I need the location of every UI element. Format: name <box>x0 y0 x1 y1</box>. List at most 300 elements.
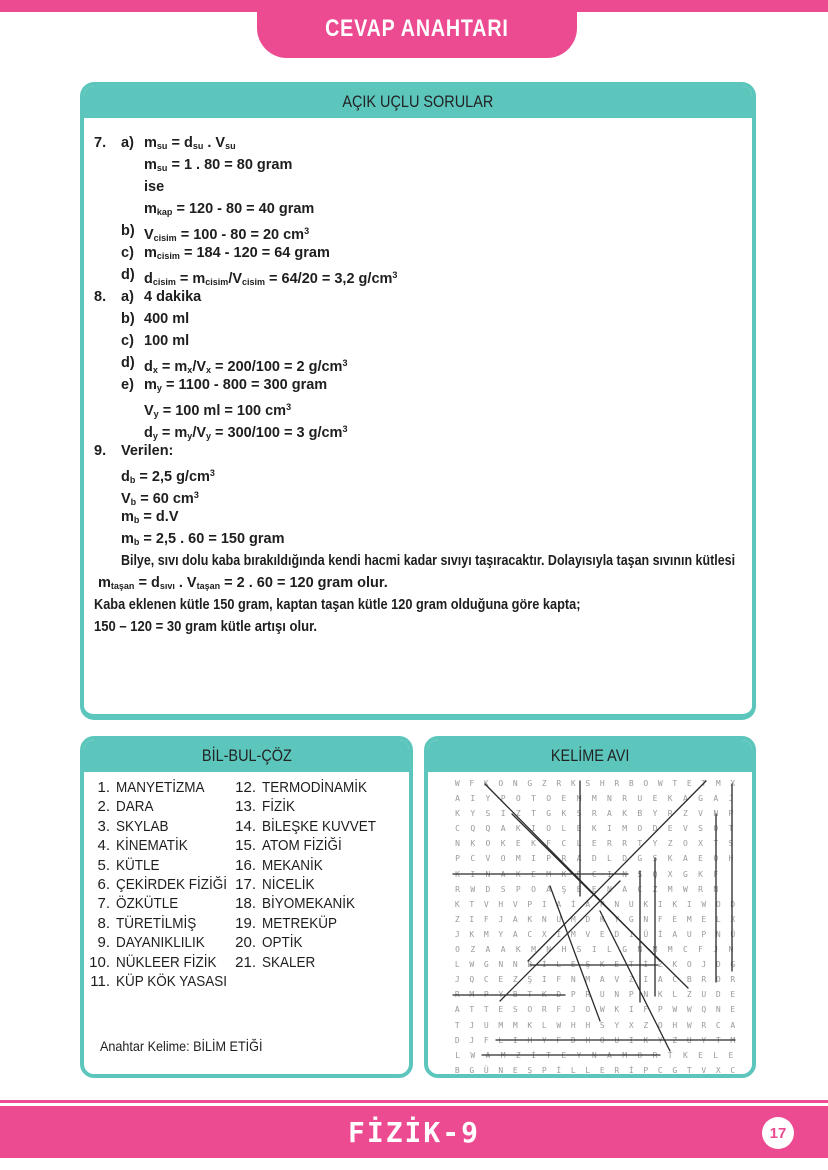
grid-letter: Y <box>498 990 504 1000</box>
grid-letter: Ş <box>527 975 533 985</box>
grid-letter: Y <box>541 1035 547 1045</box>
grid-letter: A <box>455 794 460 804</box>
grid-letter: K <box>469 929 475 939</box>
grid-letter: K <box>698 869 703 879</box>
grid-letter: A <box>607 1050 612 1060</box>
grid-letter: P <box>483 990 489 1000</box>
grid-letter: U <box>686 929 692 939</box>
grid-letter: M <box>730 1035 736 1045</box>
grid-letter: I <box>686 899 692 909</box>
grid-letter: A <box>500 869 506 879</box>
q7-a-line1 <box>94 132 754 154</box>
bbc-item-word: KÜP KÖK YASASI <box>116 973 228 991</box>
grid-letter: I <box>607 869 612 879</box>
bbc-item <box>84 972 239 991</box>
grid-letter: V <box>485 854 491 864</box>
grid-letter: E <box>672 914 678 924</box>
q9-line3: $m_b = d.V$ <box>121 509 179 525</box>
grid-letter: A <box>607 809 612 819</box>
grid-letter: H <box>570 1020 576 1030</box>
grid-letter: S <box>637 869 643 879</box>
grid-letter: N <box>607 884 612 894</box>
strike-line <box>550 886 600 1021</box>
grid-letter: K <box>527 914 533 924</box>
grid-letter: O <box>599 1035 605 1045</box>
grid-letter: H <box>728 854 734 864</box>
grid-letter: K <box>515 869 521 879</box>
grid-letter: D <box>585 914 591 924</box>
grid-letter: N <box>607 794 612 804</box>
grid-letter: G <box>469 1065 475 1075</box>
strike-line <box>600 911 670 1051</box>
grid-letter: I <box>541 975 547 985</box>
bbc-item <box>84 953 239 972</box>
bbc-item-word: KİNEMATİK <box>116 837 188 855</box>
grid-letter: E <box>652 794 658 804</box>
open-questions-title: AÇIK UÇLU SORULAR <box>342 92 494 111</box>
grid-letter: Z <box>454 914 460 924</box>
grid-letter: K <box>455 809 460 819</box>
grid-letter: Z <box>667 839 673 849</box>
grid-letter: U <box>614 1035 620 1045</box>
grid-letter: U <box>637 794 643 804</box>
grid-letter: O <box>546 824 552 834</box>
bbc-item-word: DARA <box>116 798 154 816</box>
bbc-item-word: FİZİK <box>262 798 296 816</box>
grid-letter: I <box>541 899 547 909</box>
grid-letter: H <box>672 1020 678 1030</box>
bbc-item-word: MANYETİZMA <box>116 779 205 796</box>
grid-letter: Z <box>515 1050 521 1060</box>
grid-letter: M <box>515 854 521 864</box>
bbc-item-number: 12. <box>235 779 256 796</box>
grid-letter: Z <box>628 975 634 985</box>
grid-letter: L <box>713 1050 719 1060</box>
bbc-item-number: 10. <box>89 953 110 971</box>
grid-letter: C <box>730 1065 736 1075</box>
grid-letter: N <box>591 1050 597 1060</box>
grid-letter: M <box>667 945 673 955</box>
grid-letter: Y <box>652 839 658 849</box>
bbc-item-number: 16. <box>235 856 256 874</box>
grid-letter: P <box>515 884 521 894</box>
grid-letter: D <box>454 1035 460 1045</box>
grid-letter: C <box>591 869 597 879</box>
grid-letter: E <box>561 1050 567 1060</box>
grid-letter: X <box>667 869 673 879</box>
bbc-item-number: 4. <box>97 837 110 855</box>
grid-letter: H <box>561 945 567 955</box>
grid-letter: F <box>556 1005 562 1015</box>
grid-letter: O <box>498 779 504 788</box>
bbc-item-word: OPTİK <box>262 934 303 952</box>
bil-bul-coz-panel <box>80 736 413 1078</box>
bbc-item-number: 3. <box>97 817 110 835</box>
grid-letter: G <box>628 914 634 924</box>
grid-letter: N <box>622 869 628 879</box>
grid-letter: N <box>614 990 620 1000</box>
bbc-item <box>230 914 389 933</box>
bbc-item-word: ATOM FİZİĞİ <box>262 837 342 855</box>
grid-letter: R <box>454 990 460 1000</box>
q8-a-line: 8. a) 4 dakika <box>94 286 754 308</box>
grid-letter: Ş <box>585 960 591 970</box>
grid-letter: N <box>498 1065 504 1075</box>
grid-letter: P <box>628 990 634 1000</box>
grid-letter: İ <box>556 1065 562 1075</box>
grid-letter: F <box>556 1035 562 1045</box>
grid-letter: T <box>713 839 719 849</box>
grid-letter: T <box>531 794 536 804</box>
grid-letter: U <box>686 1035 692 1045</box>
q7-b-line: b) $V_{cisim} = 100 - 80 = 20$ $cm^3$ <box>121 223 310 243</box>
grid-letter: E <box>686 779 692 788</box>
grid-letter: L <box>607 945 612 955</box>
grid-letter: M <box>500 1050 506 1060</box>
grid-letter: I <box>470 869 476 879</box>
grid-letter: H <box>498 899 504 909</box>
grid-letter: B <box>686 975 692 985</box>
grid-letter: M <box>652 945 658 955</box>
grid-letter: C <box>561 839 567 849</box>
grid-letter: İ <box>570 899 576 909</box>
grid-letter: A <box>713 794 719 804</box>
bbc-item <box>84 797 239 816</box>
page-number-badge <box>762 1117 794 1149</box>
grid-letter: E <box>576 884 582 894</box>
grid-letter: W <box>657 779 663 788</box>
grid-letter: E <box>599 929 605 939</box>
grid-letter: M <box>622 1050 628 1060</box>
grid-letter: K <box>541 990 547 1000</box>
grid-letter: E <box>698 854 703 864</box>
grid-letter: I <box>531 854 536 864</box>
grid-letter: O <box>713 824 719 834</box>
bbc-item-word: NÜKLEER FİZİK <box>116 953 217 971</box>
grid-letter: K <box>570 779 576 788</box>
grid-letter: İ <box>643 960 649 970</box>
grid-letter: M <box>667 884 673 894</box>
grid-letter: K <box>657 990 663 1000</box>
grid-letter: Z <box>515 809 521 819</box>
grid-letter: K <box>483 779 489 788</box>
grid-letter: Y <box>498 929 504 939</box>
grid-letter: T <box>628 960 634 970</box>
bbc-item <box>230 817 389 836</box>
grid-letter: T <box>701 779 707 788</box>
grid-letter: E <box>576 869 582 879</box>
grid-letter: O <box>585 1005 591 1015</box>
q7-a-line2: $m_{su} = 1$ . 80 = 80 gram <box>144 157 293 173</box>
grid-letter: I <box>643 975 649 985</box>
grid-letter: M <box>483 929 489 939</box>
bbc-item-number: 15. <box>235 837 256 855</box>
grid-letter: W <box>682 884 688 894</box>
grid-letter: R <box>698 884 703 894</box>
open-questions-panel <box>80 82 756 720</box>
grid-letter: F <box>483 1035 489 1045</box>
grid-letter: A <box>682 854 688 864</box>
grid-letter: P <box>546 854 552 864</box>
grid-letter: J <box>728 794 734 804</box>
grid-letter: C <box>455 824 460 834</box>
grid-letter: P <box>500 794 506 804</box>
grid-letter: F <box>546 839 552 849</box>
grid-letter: K <box>500 839 506 849</box>
grid-letter: M <box>686 914 692 924</box>
grid-letter: Z <box>643 1020 649 1030</box>
bbc-item-number: 6. <box>97 876 110 894</box>
grid-letter: R <box>556 779 562 788</box>
grid-letter: Ü <box>643 929 649 939</box>
grid-letter: M <box>570 929 576 939</box>
q7-a-label: a) <box>121 135 134 151</box>
strike-line <box>500 881 620 1001</box>
grid-letter: A <box>546 884 552 894</box>
grid-letter: I <box>657 899 663 909</box>
grid-letter: M <box>546 869 552 879</box>
grid-letter: L <box>561 824 567 834</box>
bbc-item-number: 2. <box>97 798 110 816</box>
grid-letter: O <box>455 945 460 955</box>
grid-letter: T <box>454 1020 460 1030</box>
bbc-item <box>84 894 239 913</box>
grid-letter: J <box>713 945 719 955</box>
open-questions-header <box>84 86 752 118</box>
grid-letter: U <box>628 899 634 909</box>
grid-letter: A <box>672 929 678 939</box>
grid-letter: K <box>599 960 605 970</box>
grid-letter: J <box>469 1035 475 1045</box>
grid-letter: U <box>599 990 605 1000</box>
bbc-item <box>230 875 389 894</box>
q9-number: 9. <box>94 443 107 459</box>
grid-letter: P <box>657 1005 663 1015</box>
grid-letter: K <box>599 914 605 924</box>
grid-letter: G <box>527 779 533 788</box>
grid-letter: C <box>657 1065 663 1075</box>
grid-letter: W <box>469 960 475 970</box>
q7-a-line3: ise <box>144 179 165 195</box>
grid-letter: U <box>556 914 562 924</box>
q8-number: 8. <box>94 289 107 305</box>
grid-letter: M <box>531 945 536 955</box>
grid-letter: S <box>585 779 591 788</box>
grid-letter: O <box>527 1005 533 1015</box>
grid-letter: V <box>512 899 518 909</box>
bbc-item <box>84 875 239 894</box>
grid-letter: W <box>454 779 460 788</box>
grid-letter: R <box>701 1020 707 1030</box>
bbc-item-word: MEKANİK <box>262 856 323 874</box>
grid-letter: L <box>585 1065 591 1075</box>
grid-letter: K <box>667 794 673 804</box>
bbc-item-number: 8. <box>97 914 110 932</box>
grid-letter: N <box>570 975 576 985</box>
grid-letter: Ü <box>730 929 736 939</box>
grid-letter: A <box>556 899 562 909</box>
page-title: CEVAP ANAHTARI <box>325 15 509 42</box>
grid-letter: G <box>698 794 703 804</box>
grid-letter: B <box>637 809 643 819</box>
grid-letter: N <box>715 929 721 939</box>
bbc-item <box>230 836 389 855</box>
grid-letter: G <box>622 945 628 955</box>
grid-letter: S <box>698 824 703 834</box>
q7-d-line: d) $d_{cisim} = m_{cisim}/V_{cisim} = 64/20 = 3,2$ $g/cm^3$ <box>121 267 398 287</box>
grid-letter: O <box>515 794 521 804</box>
q7-number: 7. <box>94 135 107 151</box>
grid-letter: M <box>576 794 582 804</box>
footer-band <box>0 1106 828 1158</box>
grid-letter: J <box>570 1005 576 1015</box>
grid-letter: T <box>527 990 533 1000</box>
grid-letter: D <box>570 1035 576 1045</box>
grid-letter: Ş <box>561 884 567 894</box>
grid-letter: O <box>531 884 536 894</box>
grid-letter: D <box>556 990 562 1000</box>
solution-lines <box>450 776 740 1066</box>
grid-letter: D <box>715 990 721 1000</box>
bbc-item-number: 13. <box>235 798 256 816</box>
grid-letter: S <box>576 945 582 955</box>
q9-paragraph3: Kaba eklenen kütle 150 gram, kaptan taşan kütle 120 gram olduğuna göre kapta; <box>94 597 581 613</box>
grid-letter: J <box>454 929 460 939</box>
grid-letter: R <box>622 794 628 804</box>
bbc-item <box>230 856 389 875</box>
grid-letter: L <box>556 960 562 970</box>
grid-letter: T <box>686 1065 692 1075</box>
grid-letter: K <box>643 899 649 909</box>
grid-letter: O <box>657 1020 663 1030</box>
grid-letter: K <box>515 945 521 955</box>
grid-letter: A <box>682 794 688 804</box>
grid-letter: E <box>498 1005 504 1015</box>
grid-letter: G <box>730 960 736 970</box>
grid-letter: W <box>672 1005 678 1015</box>
grid-letter: Z <box>512 975 518 985</box>
grid-letter: Q <box>469 975 475 985</box>
grid-letter: Q <box>652 869 658 879</box>
grid-letter: T <box>667 1050 673 1060</box>
grid-letter: E <box>576 824 582 834</box>
grid-letter: K <box>470 839 476 849</box>
bbc-item <box>230 797 389 816</box>
grid-letter: E <box>698 1050 703 1060</box>
grid-letter: I <box>470 794 476 804</box>
grid-letter: M <box>715 779 721 788</box>
bbc-item-word: SKYLAB <box>116 817 169 835</box>
q8-d-line: d) $d_x = m_x/V_x = 200/100 = 2$ $g/cm^3$ <box>121 355 348 375</box>
grid-letter: X <box>730 914 736 924</box>
grid-letter: E <box>515 839 521 849</box>
grid-letter: K <box>667 854 673 864</box>
grid-letter: I <box>628 929 634 939</box>
grid-letter: B <box>527 960 533 970</box>
q9-line2: $V_b = 60$ $cm^3$ <box>121 490 199 507</box>
grid-letter: P <box>599 899 605 909</box>
grid-letter: L <box>607 854 612 864</box>
q9-head-line: 9. Verilen: <box>94 440 754 462</box>
grid-letter: O <box>546 794 552 804</box>
grid-letter: G <box>483 960 489 970</box>
grid-letter: C <box>672 975 678 985</box>
grid-letter: O <box>686 960 692 970</box>
grid-letter: I <box>628 1035 634 1045</box>
bbc-item <box>84 933 239 952</box>
grid-letter: E <box>730 990 736 1000</box>
grid-letter: N <box>713 809 719 819</box>
bbc-item-number: 20. <box>235 934 256 952</box>
grid-letter: K <box>561 809 567 819</box>
grid-letter: K <box>614 1005 620 1015</box>
page-number: 17 <box>769 1124 787 1142</box>
grid-letter: B <box>454 1065 460 1075</box>
q7-a-line4: $m_{kap} = 120 - 80 = 40$ gram <box>144 201 315 217</box>
grid-letter: L <box>454 960 460 970</box>
grid-letter: R <box>667 809 673 819</box>
grid-letter: N <box>728 945 734 955</box>
grid-letter: K <box>455 869 460 879</box>
grid-letter: E <box>730 1005 736 1015</box>
grid-letter: V <box>614 975 620 985</box>
grid-letter: R <box>622 839 628 849</box>
grid-letter: W <box>556 1020 562 1030</box>
grid-letter: I <box>628 1005 634 1015</box>
grid-letter: C <box>682 945 688 955</box>
bbc-item-word: BİLEŞKE KUVVET <box>262 817 377 835</box>
grid-letter: C <box>527 929 533 939</box>
grid-letter: T <box>672 779 678 788</box>
answers-body <box>94 132 754 638</box>
grid-letter: Z <box>652 884 658 894</box>
bbc-item <box>230 953 389 972</box>
grid-letter: S <box>485 809 491 819</box>
grid-letter: M <box>570 914 576 924</box>
grid-letter: A <box>500 945 506 955</box>
grid-letter: A <box>512 929 518 939</box>
bbc-item <box>230 894 389 913</box>
grid-letter: R <box>701 975 707 985</box>
grid-letter: R <box>455 884 460 894</box>
grid-letter: A <box>599 975 605 985</box>
grid-letter: C <box>637 884 643 894</box>
q9-paragraph4: 150 – 120 = 30 gram kütle artışı olur. <box>94 619 318 635</box>
grid-letter: K <box>591 824 597 834</box>
grid-letter: R <box>614 779 620 788</box>
grid-letter: H <box>585 1035 591 1045</box>
grid-letter: M <box>622 824 628 834</box>
bbc-item-number: 21. <box>235 953 256 971</box>
grid-letter: O <box>500 854 506 864</box>
grid-letter: P <box>541 1065 547 1075</box>
grid-letter: V <box>682 824 688 834</box>
grid-letter: L <box>455 1050 460 1060</box>
grid-letter: O <box>715 899 721 909</box>
grid-letter: N <box>512 779 518 788</box>
key-word-text: Anahtar Kelime: BİLİM ETİĞİ <box>100 1038 263 1054</box>
grid-letter: S <box>576 809 582 819</box>
grid-letter: A <box>585 899 591 909</box>
grid-letter: C <box>483 975 489 985</box>
grid-letter: P <box>643 1065 649 1075</box>
grid-letter: L <box>570 1065 576 1075</box>
grid-letter: Y <box>657 1035 663 1045</box>
grid-letter: E <box>728 1050 734 1060</box>
grid-letter: K <box>672 899 678 909</box>
grid-letter: S <box>500 884 506 894</box>
grid-letter: I <box>500 809 506 819</box>
